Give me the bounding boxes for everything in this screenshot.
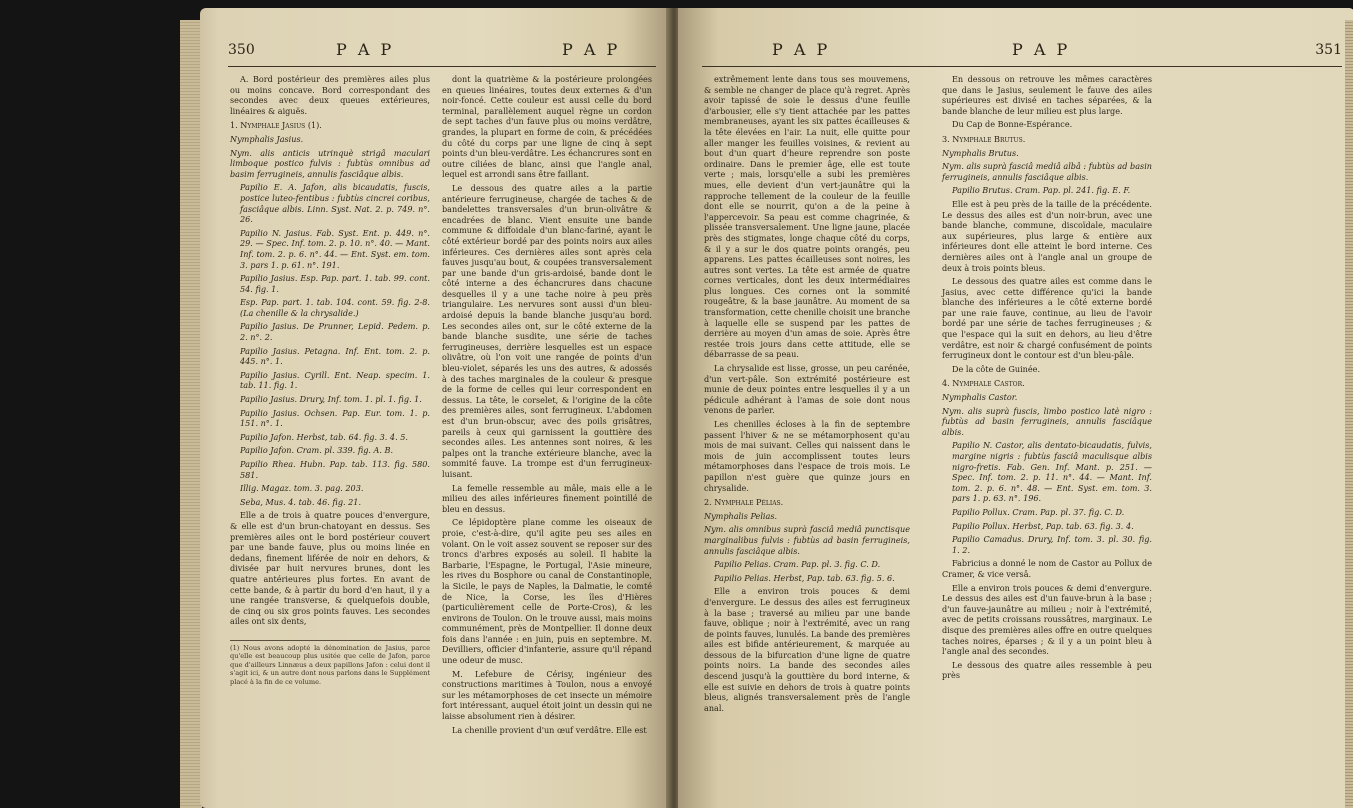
paragraph: Elle a environ trois pouces & demi d'envergure. Le dessus des ailes est ferrugineux à la base ; traversé au milieu par une bande fauve, oblique ; noir à l'extrémité, avec un rang de points fauves, lunulés. La bande des premières ailes est bifide antérieurement, & marquée au dessous de la bifurcation d'une ligne de quatre points noirs. La bande des secondes ailes descend jusqu'à la gouttière du bord interne, & elle est suivie en dehors de trois à quatre points bleus, alignés transversalement près de l'angle anal. xyxy=(704,586,910,713)
right-running-head xyxy=(702,40,1342,60)
paragraph: La chenille provient d'un œuf verdâtre. Elle est xyxy=(452,724,647,735)
left-head-title-b: P A P xyxy=(562,40,621,59)
paragraph: Nym. alis suprà fasciâ mediâ albâ : fubtùs ad basin ferrugineis, annulis fasciâque albis. xyxy=(942,161,1152,182)
right-head-title-a: P A P xyxy=(772,40,831,59)
paragraph: Seba, Mus. 4. tab. 46. fig. 21. xyxy=(240,496,362,507)
paragraph: 4. Nymphale Castor. xyxy=(942,378,1025,389)
left-head-title-a: P A P xyxy=(336,40,395,59)
paragraph: Le dessous des quatre ailes a la partie antérieure ferrugineuse, chargée de taches & de bandelettes transversales d'un brun-olivâtre & encadrées de blanc. Vient ensuite une bande commune & diffoidale d'un blanc-fariné, ayant le côté extérieur bordé par des points noirs aux ailes inférieures. Ces dernières ailes sont après cela fauves jusqu'au bout, & coupées transversalement par une bande d'un gris-ardoisé, bande dont le côté interne a des échancrures dans chacune desquelles il y a une tache noire à peu près triangulaire. Les nervures sont aussi d'un bleu-ardoisé depuis la bande blanche jusqu'au bord. Les secondes ailes ont, sur le côté externe de la bande blanche susdite, une série de taches ferrugineuses, derrière lesquelles est un espace olivâtre, où l'on voit une rangée de points d'un bleu-violet, séparés les uns des autres, & adossés à des taches marginales de la couleur & presque de la forme de celles qui leur correspondent en dessus. La tête, le corselet, & l'origine de la côte des premières ailes, sont ferrugineux. L'abdomen est d'un brun-obscur, avec des poils grisâtres, pareils à ceux qui garnissent la gouttière des secondes ailes. Les antennes sont noires, & les palpes ont la tranche extérieure blanche, avec la sommité fauve. La trompe est d'un ferrugineux-luisant. xyxy=(442,182,652,479)
paragraph: En dessous on retrouve les mêmes caractères que dans le Jasius, seulement le fauve des ailes supérieures est divisé en taches séparées, & la bande blanche de leur milieu est plus large. xyxy=(942,74,1152,116)
paragraph: M. Lefebure de Cérisy, ingénieur des constructions maritimes à Toulon, nous a envoyé sur les métamorphoses de cet insecte un mémoire fort intéressant, auquel étoit joint un dessin qui ne laisse absolument rien à désirer. xyxy=(442,668,652,722)
paragraph: Papilio Pelias. Cram. Pap. pl. 3. fig. C. D. xyxy=(714,559,881,570)
paragraph: Le dessous des quatre ailes ressemble à peu près xyxy=(942,659,1152,681)
open-book xyxy=(200,8,1353,808)
paragraph: Nymphalis Jasius. xyxy=(230,133,304,144)
paragraph: Nym. alis suprà fuscis, limbo postico latè nigro : fubtùs ad basin ferrugineis, annulis fasciâque albis. xyxy=(942,405,1152,437)
paragraph: De la côte de Guinée. xyxy=(952,363,1041,374)
left-column-1 xyxy=(230,74,430,634)
paragraph: Papilio N. Jasius. Fab. Syst. Ent. p. 449. n°. 29. — Spec. Inf. tom. 2. p. 10. n°. 40. — Mant. Inf. tom. 2. p. 6. n°. 44. — Ent. Syst. em. tom. 3. pars 1. p. 61. n°. 191. xyxy=(240,227,430,270)
paragraph: Papilio Camadus. Drury, Inf. tom. 3. pl. 30. fig. 1. 2. xyxy=(952,534,1152,555)
paragraph: 2. Nymphale Pélias. xyxy=(704,497,784,508)
paragraph: Nym. alis anticis utrinquè strigâ maculari limboque postico fulvis : fubtùs omnibus ad basim ferrugineis, annulis fasciâque albis. xyxy=(230,147,430,179)
left-page-number: 350 xyxy=(228,42,255,58)
right-page-number: 351 xyxy=(1315,42,1342,58)
paragraph: Elle a environ trois pouces & demi d'envergure. Le dessus des ailes est d'un fauve-brun à la base ; d'un fauve-jaunâtre au milieu ; noir à l'extrémité, avec de petits croissans roussâtres, marginaux. Le disque des premières ailes offre en outre quelques taches noires, éparses ; & il y a un point bleu à l'angle anal des secondes. xyxy=(942,582,1152,657)
paragraph: A. Bord postérieur des premières ailes plus ou moins concave. Bord correspondant des secondes avec deux queues extérieures, linéaires & aiguës. xyxy=(230,74,430,116)
paragraph: 1. Nymphale Jasius (1). xyxy=(230,120,322,131)
paragraph: Les chenilles écloses à la fin de septembre passent l'hiver & ne se métamorphosent qu'au mois de mai suivant. Celles qui naissent dans le mois de juin accomplissent toutes leurs métamorphoses dans l'espace de trois mois. Le papillon n'est guère que quinze jours en chrysalide. xyxy=(704,419,910,493)
paragraph: Papilio Rhea. Hubn. Pap. tab. 113. fig. 580. 581. xyxy=(240,459,430,480)
right-column-2 xyxy=(942,74,1152,802)
left-page xyxy=(200,8,670,808)
paragraph: 3. Nymphale Brutus. xyxy=(942,133,1026,144)
paragraph: Papilio Jafon. Herbst, tab. 64. fig. 3. 4. 5. xyxy=(240,431,408,442)
paragraph: Esp. Pap. part. 1. tab. 104. cont. 59. fig. 2-8. (La chenille & la chrysalide.) xyxy=(240,297,430,318)
left-head-rule xyxy=(228,66,656,67)
paragraph: Nymphalis Brutus. xyxy=(942,147,1019,158)
paragraph: Elle est à peu près de la taille de la précédente. Le dessus des ailes est d'un noir-brun, avec une bande blanche, commune, discoïdale, maculaire aux supérieures, plus large & entière aux inférieures dont elle atteint le bord interne. Ces dernières ailes ont à l'angle anal un groupe de deux à trois points bleus. xyxy=(942,198,1152,273)
paragraph: Nym. alis omnibus suprà fasciâ mediâ punctisque marginalibus fulvis : fubtùs ad basin ferrugineis, annulis fasciâque albis. xyxy=(704,524,910,556)
paragraph: dont la quatrième & la postérieure prolongées en queues linéaires, toutes deux externes & d'un noir-foncé. Cette couleur est aussi celle du bord terminal, parallèlement auquel règne un cordon de sept taches d'un fauve plus ou moins verdâtre, grandes, la plupart en forme de coin, & précédées du côté du corps par une ligne de cinq à sept points d'un bleu-verdâtre. Les échancrures sont en outre ciliées de blanc, ainsi que l'angle anal, lequel est arrondi sans être faillant. xyxy=(442,74,652,180)
left-footnote: (1) Nous avons adopté la dénomination de Jasius, parce qu'elle est beaucoup plus usitée que celle de Jafon, parce que d'ailleurs Linnæus a deux papillons Jafon : celui dont il s'agit ici, & un autre dont nous parlons dans le Supplément placé à la fin de ce volume. xyxy=(230,640,430,686)
paragraph: Du Cap de Bonne-Espérance. xyxy=(952,119,1073,130)
paragraph: Papilio Pollux. Herbst, Pap. tab. 63. fig. 3. 4. xyxy=(952,520,1134,531)
paragraph: Papilio Brutus. Cram. Pap. pl. 241. fig. E. F. xyxy=(952,185,1131,196)
paragraph: Papilio Jasius. Petagna. Inf. Ent. tom. 2. p. 445. n°. 1. xyxy=(240,345,430,367)
paragraph: Papilio Jafon. Cram. pl. 339. fig. A. B. xyxy=(240,445,394,456)
paragraph: Papilio Jasius. Ochsen. Pap. Eur. tom. 1. p. 151. n°. 1. xyxy=(240,407,430,429)
paragraph: extrêmement lente dans tous ses mouvemens, & semble ne changer de place qu'à regret. Après avoir tapissé de soie le dessus d'une feuille d'arbousier, elle s'y tient attachée par les pattes membraneuses, ayant les six pattes écailleuses & la tête élevées en l'air. La nuit, elle quitte pour aller manger les feuilles voisines, & revient au bout d'un quart d'heure reprendre son poste ordinaire. Dans le premier âge, elle est toute verte ; mais, lorsqu'elle a subi les premières mues, elle devient d'un vert-jaunâtre qui la rapproche tellement de la couleur de la feuille dont elle se nourrit, qu'on a de la peine à l'appercevoir. Sa peau est comme chagrinée, & plissée transversalement. Une ligne jaune, placée près des stigmates, longe chaque côté du corps, & il y a sur le dos quatre points orangés, peu apparens. Les pattes écailleuses sont noires, les autres sont vertes. La tête est armée de quatre cornes verticales, dont les deux intermédiaires plus longues. Ces cornes ont la sommité rougeâtre, & la base jaunâtre. Au moment de sa transformation, cette chenille choisit une branche à laquelle elle se suspend par les pattes de derrière au moyen d'un amas de soie. Après être restée trois jours dans cette attitude, elle se débarrasse de sa peau. xyxy=(704,74,910,360)
paragraph: Papilio Jasius. Esp. Pap. part. 1. tab. 99. cont. 54. fig. 1. xyxy=(240,273,430,294)
paragraph: Papilio Jasius. Drury, Inf. tom. 1. pl. 1. fig. 1. xyxy=(240,394,422,405)
right-page xyxy=(678,8,1353,808)
paragraph: Nymphalis Pelias. xyxy=(704,510,778,521)
paragraph: Fabricius a donné le nom de Castor au Pollux de Cramer, & vice versâ. xyxy=(942,558,1152,579)
right-column-1 xyxy=(704,74,910,802)
right-head-rule xyxy=(702,66,1342,67)
page-stack-left-edge xyxy=(180,20,202,808)
paragraph: La chrysalide est lisse, grosse, un peu carénée, d'un vert-pâle. Son extrémité postérieure est munie de deux pointes entre lesquelles il y a un pédicule adhérant à l'amas de soie dont nous venons de parler. xyxy=(704,363,910,416)
paragraph: Papilio Jasius. Cyrill. Ent. Neap. specim. 1. tab. 11. fig. 1. xyxy=(240,369,430,391)
paragraph: Papilio Pelias. Herbst, Pap. tab. 63. fig. 5. 6. xyxy=(714,572,895,583)
paragraph: Papilio Pollux. Cram. Pap. pl. 37. fig. C. D. xyxy=(952,506,1125,517)
paragraph: Papilio Jasius. De Prunner, Lepid. Pedem. p. 2. n°. 2. xyxy=(240,321,430,343)
paragraph: La femelle ressemble au mâle, mais elle a le milieu des ailes inférieures finement pointillé de bleu en dessus. xyxy=(442,482,652,514)
paragraph: Illig. Magaz. tom. 3. pag. 203. xyxy=(240,483,364,494)
paragraph: Nymphalis Castor. xyxy=(942,392,1018,403)
paragraph: Ce lépidoptère plane comme les oiseaux de proie, c'est-à-dire, qu'il agite peu ses ailes en volant. On le voit assez souvent se reposer sur des troncs d'arbres exposés au soleil. Il habite la Barbarie, l'Espagne, le Portugal, l'Asie mineure, les rives du Bosphore ou canal de Constantinople, la Sicile, le pays de Naples, la Dalmatie, le comté de Nice, la Corse, les îles d'Hières (particulièrement celle de Porte-Cros), & les environs de Toulon. On le trouve aussi, mais moins communément, près de Montpellier. Il donne deux fois dans l'année : en juin, puis en septembre. M. Devilliers, officier d'infanterie, assure qu'il répand une odeur de musc. xyxy=(442,517,652,666)
paragraph: Elle a de trois à quatre pouces d'envergure, & elle est d'un brun-chatoyant en dessus. Ses premières ailes ont le bord postérieur couvert par une bande fauve, plus ou moins linée en dedans, finement liférée de noir en dehors, & divisée par huit nervures brunes, dont les quatre antérieures plus fortes. En avant de cette bande, & à partir du bord d'en haut, il y a une rangée transverse, & quelquefois double, de cinq ou six gros points fauves. Les secondes ailes ont six dents, xyxy=(230,510,430,627)
right-head-title-b: P A P xyxy=(1012,40,1071,59)
left-running-head xyxy=(228,40,658,60)
paragraph: Papilio E. A. Jafon, alis bicaudatis, fuscis, postice luteo-fentibus : fubtùs cincrei coribus, fasciâque albis. Linn. Syst. Nat. 2. p. 749. n°. 26. xyxy=(240,182,430,225)
paragraph: Papilio N. Castor, alis dentato-bicaudatis, fulvis, margine nigris : fubtùs fasciâ maculisque albis nigro-fretis. Fab. Gen. Inf. Mant. p. 251. — Spec. Inf. tom. 2. p. 11. n°. 44. — Mant. Inf. tom. 2. p. 6. n°. 48. — Ent. Syst. em. tom. 3. pars 1. p. 63. n°. 196. xyxy=(952,440,1152,504)
paragraph: Le dessous des quatre ailes est comme dans le Jasius, avec cette différence qu'ici la bande blanche des inférieures a le côté externe bordé par une raie fauve, continue, au lieu de l'avoir bordé par une série de taches ferrugineuses ; & que l'espace qui la suit en dehors, au lieu d'être verdâtre, est noir & chargé confusément de points ferrugineux dont le contour est d'un bleu-pâle. xyxy=(942,276,1152,361)
page-stack-right-edge xyxy=(1345,20,1353,808)
left-column-2 xyxy=(442,74,652,802)
